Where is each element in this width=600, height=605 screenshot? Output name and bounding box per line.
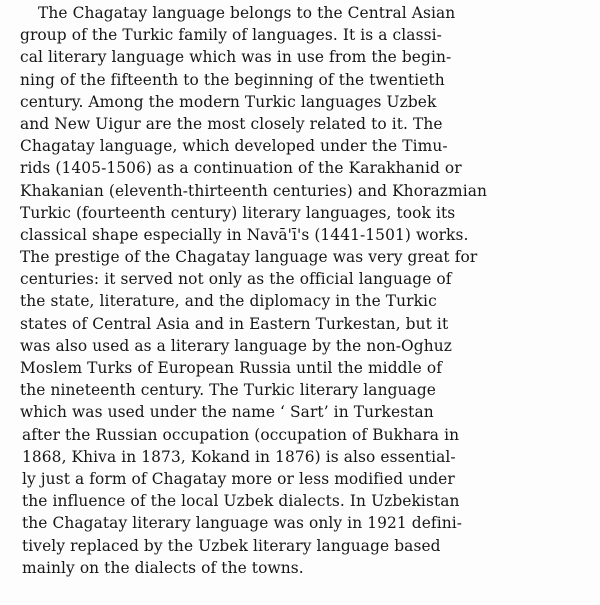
text-line: ly just a form of Chagatay more or less modified under xyxy=(22,469,455,488)
text-line: after the Russian occupation (occupation of Bukhara in xyxy=(22,425,460,444)
text-line: Turkic (fourteenth century) literary languages, took its xyxy=(20,203,456,222)
text-line: the nineteenth century. The Turkic literary language xyxy=(20,381,436,400)
text-line: rids (1405-1506) as a continuation of the Karakhanid or xyxy=(20,159,462,178)
text-line: The prestige of the Chagatay language was very great for xyxy=(20,248,478,267)
text-line: Moslem Turks of European Russia until the middle of xyxy=(20,359,442,377)
text-line: centuries: it served not only as the official language of xyxy=(20,270,452,289)
text-line: was also used as a literary language by the non-Oghuz xyxy=(20,336,452,355)
text-line: century. Among the modern Turkic languages Uzbek xyxy=(20,92,437,111)
text-line: Khakanian (eleventh-thirteenth centuries) and Khorazmian xyxy=(20,181,488,200)
text-line: states of Central Asia and in Eastern Turkestan, but it xyxy=(20,314,449,333)
text-line: group of the Turkic family of languages. It is a classi- xyxy=(20,26,442,45)
text-line: tively replaced by the Uzbek literary language based xyxy=(22,536,441,555)
text-line: ning of the fifteenth to the beginning of the twentieth xyxy=(20,70,445,89)
text-line: mainly on the dialects of the towns. xyxy=(22,558,304,577)
text-line: The Chagatay language belongs to the Central Asian xyxy=(38,4,456,22)
text-line: cal literary language which was in use from the begin- xyxy=(20,48,452,67)
text-line: which was used under the name ‘ Sart’ in Turkestan xyxy=(20,403,434,422)
text-line: the state, literature, and the diplomacy in the Turkic xyxy=(20,292,437,311)
text-line: classical shape especially in Navā'ī's (1441-1501) works. xyxy=(20,225,469,244)
paragraph xyxy=(20,2,590,579)
text-line: the influence of the local Uzbek dialects. In Uzbekistan xyxy=(22,492,460,511)
text-line: Chagatay language, which developed under the Timu- xyxy=(20,137,448,156)
text-line: the Chagatay literary language was only in 1921 defini- xyxy=(22,514,463,533)
text-line: and New Uigur are the most closely related to it. The xyxy=(20,114,443,133)
text-line: 1868, Khiva in 1873, Kokand in 1876) is also essential- xyxy=(22,447,456,466)
